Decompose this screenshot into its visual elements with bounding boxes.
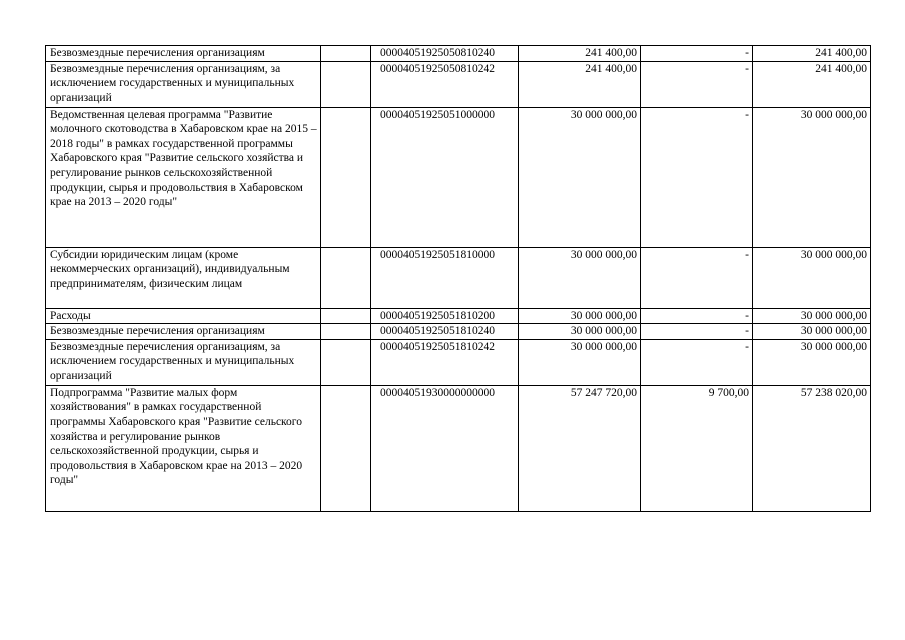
row-remaining-amount: 57 238 020,00	[753, 385, 871, 511]
table-row	[46, 107, 871, 247]
row-name: Ведомственная целевая программа "Развитие молочного скотоводства в Хабаровском крае на 2015 – 2018 годы" в рамках государственной программы Хабаровского края "Развитие сельского хозяйства и регулирование рынков сельскохозяйственной продукции, сырья и продовольствия в Хабаровском крае на 2013 – 2020 годы"	[46, 107, 321, 247]
budget-table-page	[45, 45, 870, 512]
row-budget-code: 00004051925050810240	[371, 46, 519, 62]
row-plan-amount: 30 000 000,00	[519, 247, 641, 308]
table-row	[46, 46, 871, 62]
row-plan-amount: 30 000 000,00	[519, 324, 641, 340]
row-plan-amount: 30 000 000,00	[519, 308, 641, 324]
table-row	[46, 247, 871, 308]
row-executed-amount: -	[641, 46, 753, 62]
table-row	[46, 324, 871, 340]
row-name: Субсидии юридическим лицам (кроме некоммерческих организаций), индивидуальным предпринимателям, физическим лицам	[46, 247, 321, 308]
row-budget-code: 00004051925050810242	[371, 61, 519, 107]
row-name: Безвозмездные перечисления организациям, за исключением государственных и муниципальных организаций	[46, 61, 321, 107]
row-plan-amount: 30 000 000,00	[519, 339, 641, 385]
row-line-code	[321, 308, 371, 324]
row-executed-amount: -	[641, 308, 753, 324]
row-name: Подпрограмма "Развитие малых форм хозяйствования" в рамках государственной программы Хабаровского края "Развитие сельского хозяйства и регулирование рынков сельскохозяйственной продукции, сырья и продовольствия в Хабаровском крае на 2013 – 2020 годы"	[46, 385, 321, 511]
row-executed-amount: 9 700,00	[641, 385, 753, 511]
row-remaining-amount: 30 000 000,00	[753, 324, 871, 340]
row-plan-amount: 30 000 000,00	[519, 107, 641, 247]
row-name: Безвозмездные перечисления организациям	[46, 324, 321, 340]
row-remaining-amount: 241 400,00	[753, 46, 871, 62]
budget-execution-table	[45, 45, 871, 512]
row-line-code	[321, 107, 371, 247]
row-executed-amount: -	[641, 107, 753, 247]
row-remaining-amount: 30 000 000,00	[753, 339, 871, 385]
row-line-code	[321, 61, 371, 107]
row-line-code	[321, 46, 371, 62]
row-budget-code: 00004051925051000000	[371, 107, 519, 247]
row-executed-amount: -	[641, 61, 753, 107]
row-budget-code: 00004051925051810240	[371, 324, 519, 340]
table-row	[46, 339, 871, 385]
row-budget-code: 00004051925051810000	[371, 247, 519, 308]
row-budget-code: 00004051925051810242	[371, 339, 519, 385]
table-row	[46, 61, 871, 107]
row-line-code	[321, 247, 371, 308]
row-executed-amount: -	[641, 324, 753, 340]
row-plan-amount: 241 400,00	[519, 46, 641, 62]
row-line-code	[321, 339, 371, 385]
row-executed-amount: -	[641, 247, 753, 308]
row-budget-code: 00004051925051810200	[371, 308, 519, 324]
table-row	[46, 385, 871, 511]
row-line-code	[321, 385, 371, 511]
table-row	[46, 308, 871, 324]
row-line-code	[321, 324, 371, 340]
row-remaining-amount: 30 000 000,00	[753, 247, 871, 308]
row-remaining-amount: 241 400,00	[753, 61, 871, 107]
row-name: Безвозмездные перечисления организациям, за исключением государственных и муниципальных организаций	[46, 339, 321, 385]
row-plan-amount: 241 400,00	[519, 61, 641, 107]
row-plan-amount: 57 247 720,00	[519, 385, 641, 511]
row-name: Расходы	[46, 308, 321, 324]
row-name: Безвозмездные перечисления организациям	[46, 46, 321, 62]
row-remaining-amount: 30 000 000,00	[753, 107, 871, 247]
row-budget-code: 00004051930000000000	[371, 385, 519, 511]
row-executed-amount: -	[641, 339, 753, 385]
row-remaining-amount: 30 000 000,00	[753, 308, 871, 324]
